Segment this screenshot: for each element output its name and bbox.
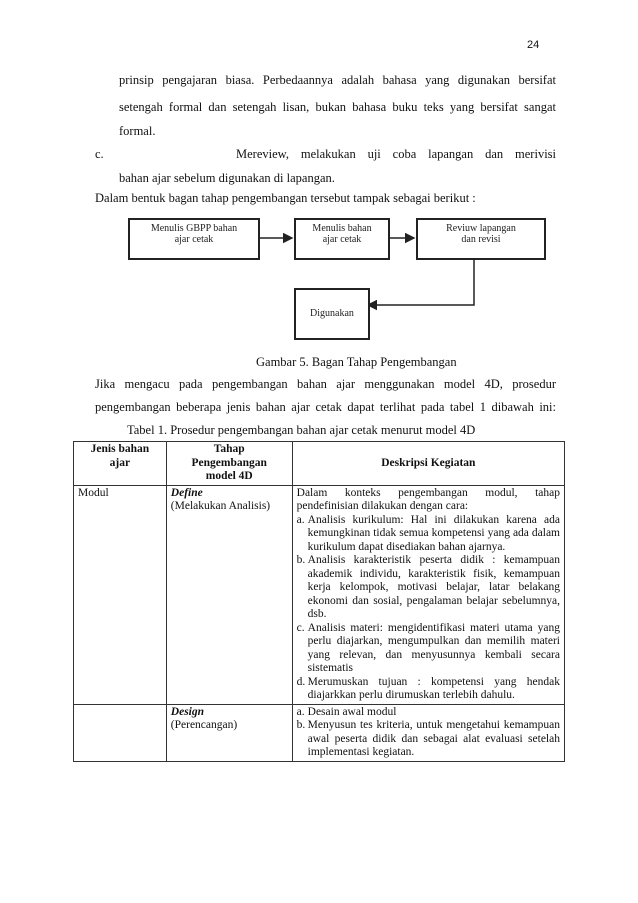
box-text: ajar cetak [174, 234, 214, 245]
list-item-text: Mereview, melakukan uji coba lapangan dan merivisi [236, 147, 556, 161]
tahap-title: Design [170, 705, 205, 718]
table-row [74, 704, 565, 761]
list-marker: b. [296, 554, 306, 566]
procedure-table [73, 441, 565, 762]
header-text: model 4D [205, 470, 253, 482]
tahap-sub: (Melakukan Analisis) [170, 500, 271, 512]
deskripsi-list [297, 706, 560, 760]
list-text: Analisis karakteristik peserta didik : kemampuan akademik individu, karakteristik fisik, kemampuan kerja kelompok, motivasi belajar, latar belakang ekonomi dan sosial, pengalaman belajar sebelumnya, dsb. [307, 554, 560, 620]
cell-tahap [166, 704, 292, 761]
box-text: Reviuw lapangan [446, 223, 516, 234]
paragraph-line: Jika mengacu pada pengembangan bahan ajar menggunakan model 4D, prosedur [95, 377, 556, 391]
tahap-sub: (Perencangan) [170, 719, 238, 731]
list-marker: a. [296, 513, 305, 526]
list-item [297, 719, 560, 760]
step-box-reviuw [416, 218, 546, 260]
list-item [297, 554, 560, 622]
flow-diagram [118, 208, 548, 350]
step-box-digunakan [294, 288, 370, 340]
box-text: dan revisi [461, 234, 501, 245]
cell-tahap [166, 485, 292, 704]
cell-jenis: Modul [74, 485, 167, 704]
list-item [297, 706, 560, 720]
header-deskripsi: Deskripsi Kegiatan [292, 442, 564, 486]
tahap-title: Define [170, 486, 203, 499]
box-text: Menulis GBPP bahan [150, 223, 238, 234]
arrow-3-to-4 [368, 258, 474, 305]
figure-caption: Gambar 5. Bagan Tahap Pengembangan [256, 355, 457, 369]
page-number: 24 [527, 39, 540, 51]
deskripsi-intro: Dalam konteks pengembangan modul, tahap pendefinisian dilakukan dengan cara: [296, 486, 560, 512]
list-item-text: bahan ajar sebelum digunakan di lapangan. [119, 171, 335, 185]
header-text: Jenis bahan [90, 443, 150, 455]
box-text: ajar cetak [322, 234, 362, 245]
cell-deskripsi [292, 704, 564, 761]
list-item [297, 514, 560, 555]
list-item [297, 676, 560, 703]
paragraph-line: prinsip pengajaran biasa. Perbedaannya adalah bahasa yang digunakan bersifat [119, 73, 556, 87]
list-text: Desain awal modul [307, 705, 397, 718]
list-marker: b. [296, 719, 306, 731]
paragraph-line: formal. [119, 124, 156, 138]
header-tahap [166, 442, 292, 486]
cell-deskripsi [292, 485, 564, 704]
table-row [74, 485, 565, 704]
step-box-gbpp [128, 218, 260, 260]
list-text: Merumuskan tujuan : kompetensi yang hendak diajarkkan perlu dirumuskan terlebih dahulu. [307, 675, 560, 701]
header-text: ajar [109, 456, 131, 469]
list-text: Menyusun tes kriteria, untuk mengetahui kemampuan awal peserta didik dan sebagai alat evaluasi setelah implementasi kegiatan. [307, 719, 560, 758]
table-caption: Tabel 1. Prosedur pengembangan bahan ajar cetak menurut model 4D [127, 423, 476, 437]
diagram-intro: Dalam bentuk bagan tahap pengembangan tersebut tampak sebagai berikut : [95, 191, 476, 205]
list-marker: c. [296, 621, 305, 634]
step-box-menulis [294, 218, 390, 260]
list-marker: a. [296, 705, 305, 718]
header-jenis [74, 442, 167, 486]
list-marker: c. [95, 147, 104, 161]
header-text: Pengembangan [191, 456, 267, 469]
cell-jenis [74, 704, 167, 761]
list-text: Analisis materi: mengidentifikasi materi utama yang perlu diajarkan, mengumpulkan dan memilih materi yang relevan, dan menyusunnya kembali secara sistematis [307, 621, 560, 674]
box-text: Digunakan [310, 308, 354, 319]
list-text: Analisis kurikulum: Hal ini dilakukan karena ada kemungkinan tidak semua kompetensi yang ada dalam kurikulum dapat disediakan bahan ajarnya. [307, 513, 560, 553]
list-marker: d. [296, 675, 306, 688]
paragraph-line: pengembangan beberapa jenis bahan ajar cetak dapat terlihat pada tabel 1 dibawah ini: [95, 400, 556, 414]
box-text: Menulis bahan [312, 223, 372, 234]
table-header-row [74, 442, 565, 486]
header-text: Tahap [213, 443, 245, 455]
paragraph-line: setengah formal dan setengah lisan, bukan bahasa buku teks yang bersifat sangat [119, 100, 556, 114]
deskripsi-list [297, 514, 560, 703]
list-item [297, 622, 560, 676]
